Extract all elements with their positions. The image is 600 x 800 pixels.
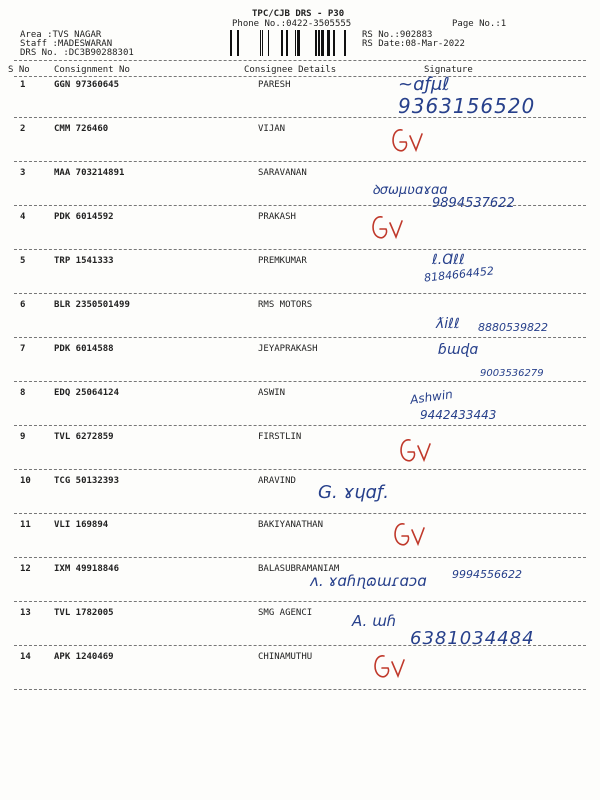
- signature-phone-7: 9003536279: [480, 368, 544, 379]
- row-divider: [14, 513, 586, 514]
- row-consignment-no: CMM 726460: [54, 124, 109, 134]
- row-consignment-no: PDK 6014592: [54, 212, 114, 222]
- row-consignee: SMG AGENCI: [258, 608, 313, 618]
- col-header-sno: S No: [8, 65, 30, 75]
- row-consignment-no: APK 1240469: [54, 652, 114, 662]
- rs-number: RS No.:902883: [362, 30, 433, 40]
- page-number: Page No.:1: [452, 19, 507, 29]
- row-sno: 2: [20, 124, 26, 134]
- rs-date: RS Date:08-Mar-2022: [362, 39, 465, 49]
- row-consignee: CHINAMUTHU: [258, 652, 313, 662]
- row-divider: [14, 557, 586, 558]
- row-consignee: PRAKASH: [258, 212, 296, 222]
- row-consignment-no: BLR 2350501499: [54, 300, 130, 310]
- row-consignment-no: IXM 49918846: [54, 564, 120, 574]
- row-consignment-no: TVL 6272859: [54, 432, 114, 442]
- row-sno: 9: [20, 432, 26, 442]
- row-divider: [14, 601, 586, 602]
- col-header-consignee: Consignee Details: [244, 65, 337, 75]
- area-field: Area :TVS NAGAR: [20, 30, 102, 40]
- signature-scribble-5: ℓ.Ɑℓℓ: [432, 252, 465, 268]
- row-consignee: SARAVANAN: [258, 168, 307, 178]
- row-sno: 11: [20, 520, 31, 530]
- row-consignment-no: TVL 1782005: [54, 608, 114, 618]
- barcode: [230, 30, 354, 56]
- checked-mark-11: [390, 520, 430, 550]
- row-consignee: PREMKUMAR: [258, 256, 307, 266]
- row-sno: 14: [20, 652, 31, 662]
- row-consignee: PARESH: [258, 80, 291, 90]
- row-sno: 4: [20, 212, 26, 222]
- row-sno: 8: [20, 388, 26, 398]
- row-sno: 3: [20, 168, 26, 178]
- checked-mark-9: [396, 436, 436, 466]
- signature-scribble-3: ꝺσωμʋɑɤɑɑ: [372, 183, 448, 198]
- signature-scribble-1: ~ɑƒμℓ: [398, 74, 450, 95]
- row-consignment-no: EDQ 25064124: [54, 388, 120, 398]
- row-consignee: ASWIN: [258, 388, 286, 398]
- row-consignment-no: MAA 703214891: [54, 168, 125, 178]
- signature-phone-12: 9994556622: [452, 568, 522, 581]
- divider: [14, 76, 586, 77]
- signature-phone-6: 8880539822: [478, 321, 548, 334]
- row-consignment-no: PDK 6014588: [54, 344, 114, 354]
- row-consignee: BALASUBRAMANIAM: [258, 564, 340, 574]
- row-sno: 6: [20, 300, 26, 310]
- row-consignment-no: GGN 97360645: [54, 80, 120, 90]
- row-consignee: JEYAPRAKASH: [258, 344, 318, 354]
- row-consignment-no: VLI 169894: [54, 520, 109, 530]
- row-consignee: VIJAN: [258, 124, 286, 134]
- drs-number: DRS No. :DC3B90288301: [20, 48, 134, 58]
- row-divider: [14, 425, 586, 426]
- staff-field: Staff :MADESWARAN: [20, 39, 113, 49]
- checked-mark-14: [370, 652, 410, 682]
- row-consignee: FIRSTLIN: [258, 432, 302, 442]
- row-sno: 10: [20, 476, 31, 486]
- signature-phone-13: 6381034484: [410, 628, 535, 649]
- checked-mark-4: [368, 213, 408, 243]
- row-divider: [14, 293, 586, 294]
- row-divider: [14, 689, 586, 690]
- signature-scribble-6: ƛiℓℓ: [436, 316, 460, 332]
- row-divider: [14, 161, 586, 162]
- signature-phone-8: 9442433443: [420, 408, 497, 422]
- signature-scribble-13: A. ɯɦ: [352, 612, 397, 630]
- row-sno: 1: [20, 80, 26, 90]
- divider: [14, 60, 586, 61]
- signature-phone-3: 9894537622: [432, 196, 515, 211]
- signature-phone-1: 9363156520: [398, 94, 536, 118]
- col-header-signature: Signature: [424, 65, 473, 75]
- phone-number: Phone No.:0422-3505555: [232, 19, 352, 29]
- signature-scribble-8: Ashwin: [409, 387, 454, 407]
- row-sno: 12: [20, 564, 31, 574]
- row-sno: 5: [20, 256, 26, 266]
- row-divider: [14, 469, 586, 470]
- row-divider: [14, 249, 586, 250]
- row-consignment-no: TRP 1541333: [54, 256, 114, 266]
- row-divider: [14, 337, 586, 338]
- row-consignee: BAKIYANATHAN: [258, 520, 324, 530]
- checked-mark-2: [388, 126, 428, 156]
- col-header-consignment: Consignment No: [54, 65, 130, 75]
- signature-phone-5: 8184664452: [423, 264, 495, 285]
- row-sno: 7: [20, 344, 26, 354]
- row-sno: 13: [20, 608, 31, 618]
- row-consignee: RMS MOTORS: [258, 300, 313, 310]
- row-consignee: ARAVIND: [258, 476, 296, 486]
- signature-scribble-12: ʌ. ɤɑɦɳɷɯɾɑɔɑ: [310, 572, 427, 590]
- row-consignment-no: TCG 50132393: [54, 476, 120, 486]
- signature-scribble-10: G. ɤɥɑƒ.: [318, 482, 390, 503]
- signature-scribble-7: ɓɯɖɑ: [438, 342, 479, 358]
- row-divider: [14, 381, 586, 382]
- document-title: TPC/CJB DRS - P30: [252, 9, 345, 19]
